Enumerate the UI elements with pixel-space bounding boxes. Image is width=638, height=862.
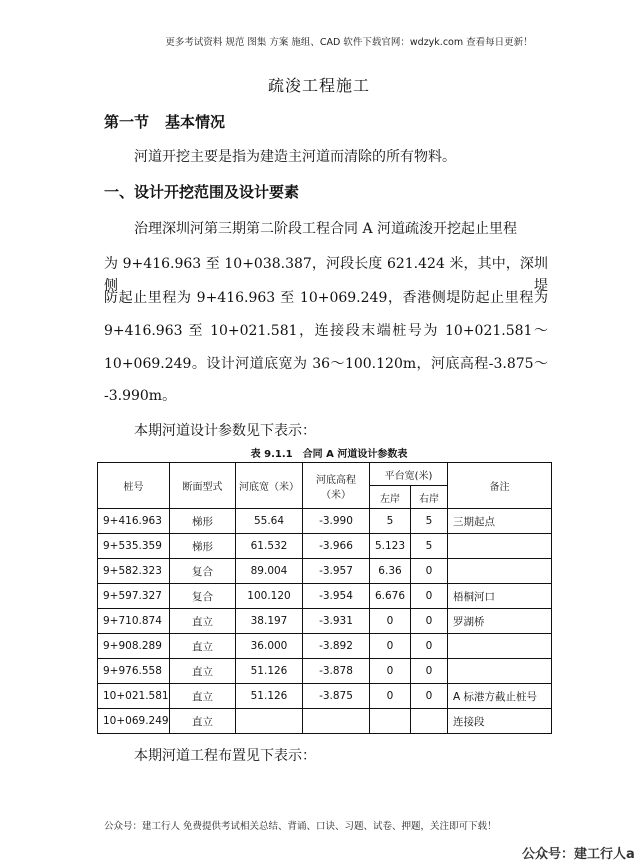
- header-bottom-width: 河底宽（米）: [236, 463, 303, 509]
- cell-elevation: -3.990: [303, 509, 370, 534]
- cell-right-bank: 5: [411, 509, 448, 534]
- header-bottom-elevation: 河底高程（米）: [303, 463, 370, 509]
- cell-station: 9+710.874: [98, 609, 170, 634]
- cell-width: 38.197: [236, 609, 303, 634]
- cell-right-bank: [411, 709, 448, 734]
- cell-width: 51.126: [236, 659, 303, 684]
- table-row: [98, 684, 552, 709]
- cell-elevation: -3.875: [303, 684, 370, 709]
- cell-left-bank: 6.676: [370, 584, 411, 609]
- cell-left-bank: 0: [370, 634, 411, 659]
- cell-right-bank: 0: [411, 634, 448, 659]
- cell-station: 9+416.963: [98, 509, 170, 534]
- cell-station: 9+976.558: [98, 659, 170, 684]
- table-caption: 表 9.1.1 合同 A 河道设计参数表: [250, 449, 408, 460]
- cell-width: 36.000: [236, 634, 303, 659]
- cell-left-bank: 6.36: [370, 559, 411, 584]
- cell-remark: [448, 534, 552, 559]
- cell-elevation: -3.954: [303, 584, 370, 609]
- cell-width: 61.532: [236, 534, 303, 559]
- design-paragraph-line: 为 9+416.963 至 10+038.387，河段长度 621.424 米，其中，深圳侧堤: [104, 256, 548, 294]
- cell-elevation: -3.878: [303, 659, 370, 684]
- cell-elevation: -3.892: [303, 634, 370, 659]
- cell-type: 复合: [170, 584, 236, 609]
- cell-type: 梯形: [170, 534, 236, 559]
- section-number: 第一节: [104, 113, 150, 131]
- cell-remark: [448, 634, 552, 659]
- cell-type: 直立: [170, 684, 236, 709]
- cell-type: 梯形: [170, 509, 236, 534]
- section-name: 基本情况: [165, 113, 226, 131]
- cell-remark: [448, 559, 552, 584]
- cell-elevation: -3.957: [303, 559, 370, 584]
- cell-left-bank: [370, 709, 411, 734]
- cell-right-bank: 0: [411, 584, 448, 609]
- table-row: [98, 584, 552, 609]
- header-section-type: 断面型式: [170, 463, 236, 509]
- cell-type: 复合: [170, 559, 236, 584]
- cell-width: 51.126: [236, 684, 303, 709]
- table-row: [98, 534, 552, 559]
- subsection-heading: 一、设计开挖范围及设计要素: [104, 183, 300, 201]
- table-row: [98, 609, 552, 634]
- design-paragraph-line: -3.990m。: [104, 388, 177, 404]
- table-row: [98, 659, 552, 684]
- design-paragraph-line: 9+416.963 至 10+021.581，连接段末端桩号为 10+021.581～: [104, 323, 548, 339]
- table-row: [98, 509, 552, 534]
- cell-station: 10+069.249: [98, 709, 170, 734]
- cell-type: 直立: [170, 634, 236, 659]
- footer-note: 公众号：建工行人 免费提供考试相关总结、背诵、口诀、习题、试卷、押题，关注即可下载！: [104, 821, 497, 832]
- cell-station: 9+582.323: [98, 559, 170, 584]
- cell-right-bank: 0: [411, 559, 448, 584]
- design-parameter-table: [97, 462, 552, 734]
- cell-left-bank: 0: [370, 659, 411, 684]
- cell-right-bank: 0: [411, 609, 448, 634]
- table-row: [98, 559, 552, 584]
- cell-remark: 梧桐河口: [448, 584, 552, 609]
- cell-elevation: -3.966: [303, 534, 370, 559]
- cell-station: 10+021.581: [98, 684, 170, 709]
- page-title: 疏浚工程施工: [267, 76, 370, 95]
- section-heading: [104, 111, 225, 132]
- cell-width: 55.64: [236, 509, 303, 534]
- header-berm-width: 平台宽(米): [370, 463, 448, 486]
- cell-station: 9+597.327: [98, 584, 170, 609]
- design-paragraph-line: 治理深圳河第三期第二阶段工程合同 A 河道疏浚开挖起止里程: [134, 221, 518, 237]
- intro-paragraph: 河道开挖主要是指为建造主河道而清除的所有物料。: [134, 149, 456, 165]
- cell-station: 9+535.359: [98, 534, 170, 559]
- cell-left-bank: 5: [370, 509, 411, 534]
- cell-remark: A 标港方截止桩号: [448, 684, 552, 709]
- cell-type: 直立: [170, 659, 236, 684]
- cell-width: 100.120: [236, 584, 303, 609]
- table-intro: 本期河道设计参数见下表示：: [134, 423, 316, 439]
- cell-type: 直立: [170, 709, 236, 734]
- cell-width: [236, 709, 303, 734]
- cell-left-bank: 5.123: [370, 534, 411, 559]
- cell-station: 9+908.289: [98, 634, 170, 659]
- header-remarks: 备注: [448, 463, 552, 509]
- header-station: 桩号: [98, 463, 170, 509]
- header-right-bank: 右岸: [411, 486, 448, 509]
- header-note: 更多考试资料 规范 图集 方案 施组、CAD 软件下载官网：wdzyk.com 查看每日更新！: [165, 37, 533, 48]
- cell-remark: 罗湖桥: [448, 609, 552, 634]
- cell-elevation: -3.931: [303, 609, 370, 634]
- cell-left-bank: 0: [370, 684, 411, 709]
- cell-right-bank: 5: [411, 534, 448, 559]
- cell-elevation: [303, 709, 370, 734]
- table-row: [98, 634, 552, 659]
- design-paragraph-line: 10+069.249。设计河道底宽为 36～100.120m，河底高程-3.875～: [104, 356, 548, 372]
- table-row: [98, 709, 552, 734]
- cell-remark: 三期起点: [448, 509, 552, 534]
- cell-left-bank: 0: [370, 609, 411, 634]
- header-left-bank: 左岸: [370, 486, 411, 509]
- cell-right-bank: 0: [411, 659, 448, 684]
- cell-remark: [448, 659, 552, 684]
- cell-right-bank: 0: [411, 684, 448, 709]
- design-paragraph-line: 防起止里程为 9+416.963 至 10+069.249，香港侧堤防起止里程为: [104, 290, 548, 306]
- cell-remark: 连接段: [448, 709, 552, 734]
- watermark: 公众号：建工行人a: [522, 847, 635, 862]
- cell-type: 直立: [170, 609, 236, 634]
- works-intro: 本期河道工程布置见下表示：: [134, 748, 316, 764]
- cell-width: 89.004: [236, 559, 303, 584]
